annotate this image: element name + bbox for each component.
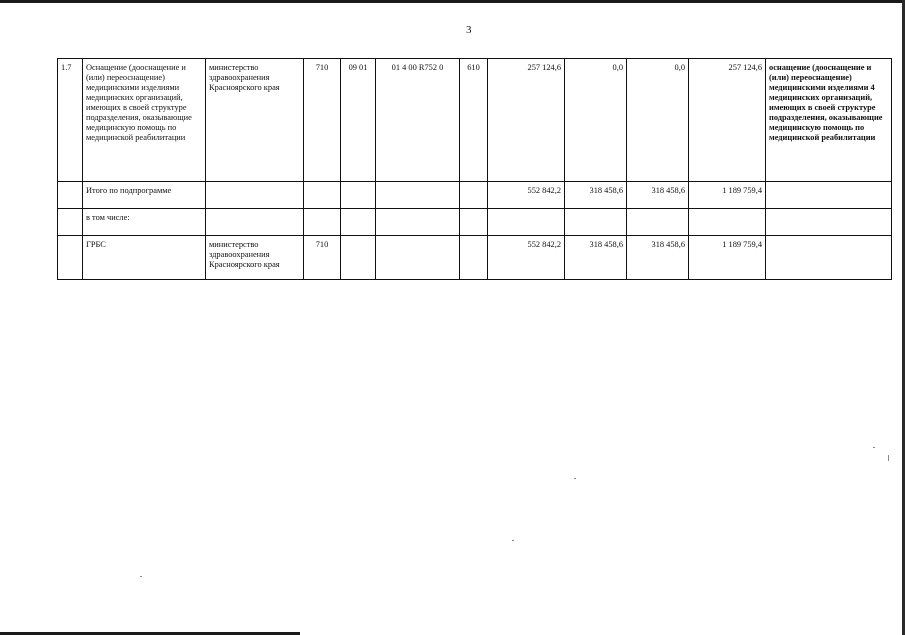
table-row-including <box>58 209 892 236</box>
cell-vr <box>460 236 488 280</box>
cell-number <box>58 236 83 280</box>
cell-number <box>58 209 83 236</box>
scan-speck <box>574 478 576 479</box>
cell-year-2: 318 458,6 <box>565 236 627 280</box>
cell-rzpr <box>341 236 376 280</box>
cell-year-2 <box>565 209 627 236</box>
scan-speck <box>888 455 889 461</box>
cell-vr <box>460 182 488 209</box>
cell-grbs <box>206 182 304 209</box>
cell-total: 1 189 759,4 <box>689 182 766 209</box>
cell-name: в том числе: <box>83 209 206 236</box>
page-number: 3 <box>466 24 472 36</box>
cell-number: 1.7 <box>58 59 83 182</box>
cell-year-1: 552 842,2 <box>488 236 565 280</box>
cell-total: 1 189 759,4 <box>689 236 766 280</box>
table-row-subprogram-total <box>58 182 892 209</box>
scan-speck <box>873 447 875 448</box>
cell-csr: 01 4 00 R752 0 <box>376 59 460 182</box>
cell-year-2: 318 458,6 <box>565 182 627 209</box>
cell-result <box>766 209 892 236</box>
budget-table <box>57 58 892 280</box>
scan-speck <box>512 540 514 541</box>
cell-grbs: министерство здравоохранения Красноярского края <box>206 236 304 280</box>
cell-name: Оснащение (дооснащение и (или) переоснащение) медицинскими изделиями медицинских организаций, имеющих в своей структуре подразделения, оказывающие медицинскую помощь по медицинской реабилитации <box>83 59 206 182</box>
cell-result <box>766 182 892 209</box>
cell-total: 257 124,6 <box>689 59 766 182</box>
cell-grbs: министерство здравоохранения Красноярского края <box>206 59 304 182</box>
cell-grbs-code <box>304 209 341 236</box>
cell-csr <box>376 182 460 209</box>
cell-vr <box>460 209 488 236</box>
cell-year-3: 318 458,6 <box>627 182 689 209</box>
cell-rzpr <box>341 182 376 209</box>
cell-result <box>766 236 892 280</box>
cell-grbs-code: 710 <box>304 236 341 280</box>
cell-grbs-code <box>304 182 341 209</box>
cell-year-3: 318 458,6 <box>627 236 689 280</box>
cell-year-1 <box>488 209 565 236</box>
cell-result: оснащение (дооснащение и (или) переоснащение) медицинскими изделиями 4 медицинских организаций, имеющих в своей структуре подразделения, оказывающие медицинскую помощь по медицинской реабилитации <box>766 59 892 182</box>
cell-year-2: 0,0 <box>565 59 627 182</box>
cell-rzpr: 09 01 <box>341 59 376 182</box>
cell-name: ГРБС <box>83 236 206 280</box>
cell-csr <box>376 236 460 280</box>
cell-csr <box>376 209 460 236</box>
scan-speck <box>140 576 142 577</box>
table-row-1-7 <box>58 59 892 182</box>
cell-year-1: 257 124,6 <box>488 59 565 182</box>
cell-year-3 <box>627 209 689 236</box>
cell-rzpr <box>341 209 376 236</box>
cell-grbs-code: 710 <box>304 59 341 182</box>
cell-total <box>689 209 766 236</box>
cell-grbs <box>206 209 304 236</box>
cell-year-1: 552 842,2 <box>488 182 565 209</box>
cell-name: Итого по подпрограмме <box>83 182 206 209</box>
cell-year-3: 0,0 <box>627 59 689 182</box>
scan-border-top <box>0 0 905 3</box>
cell-vr: 610 <box>460 59 488 182</box>
cell-number <box>58 182 83 209</box>
table-row-grbs <box>58 236 892 280</box>
